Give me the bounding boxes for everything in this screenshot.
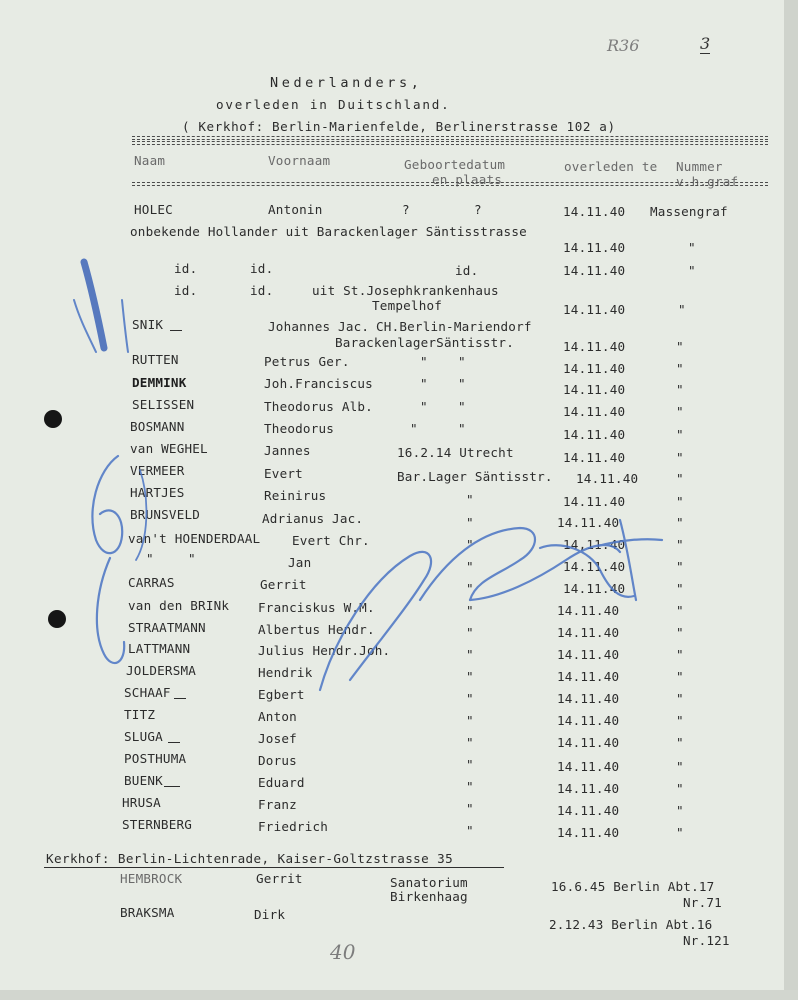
archive-mark: R36 bbox=[607, 36, 640, 55]
cell-geb: " bbox=[458, 354, 466, 369]
bottom-note: 40 bbox=[330, 940, 356, 964]
cell-voornaam: id. bbox=[250, 261, 274, 276]
cell-nr: " bbox=[676, 603, 684, 618]
cell-voornaam: Dorus bbox=[258, 753, 297, 768]
cell-naam: BOSMANN bbox=[130, 419, 185, 434]
cell-voornaam: Julius Hendr.Joh. bbox=[258, 643, 391, 658]
cell-nr: " bbox=[676, 339, 684, 354]
col-nummer: Nummer bbox=[676, 159, 723, 174]
cell-voornaam: Antonin bbox=[268, 202, 323, 217]
cell-geb: " bbox=[466, 691, 474, 706]
cell-nr: " bbox=[676, 559, 684, 574]
cell-nr: " bbox=[676, 691, 684, 706]
cell-datum: 14.11.40 bbox=[557, 781, 620, 796]
cell-nr: Nr.121 bbox=[683, 933, 730, 948]
cell-nr: " bbox=[676, 781, 684, 796]
cell-voornaam: Dirk bbox=[254, 907, 286, 922]
col-naam: Naam bbox=[134, 153, 166, 168]
cell-voornaam: Reinirus bbox=[264, 488, 327, 503]
cell-geb: " bbox=[466, 713, 474, 728]
cell-info: 2.12.43 Berlin Abt.16 bbox=[549, 917, 713, 932]
cell-geb: " bbox=[466, 559, 474, 574]
cell-naam: STERNBERG bbox=[122, 817, 193, 832]
cell-nr: " bbox=[676, 361, 684, 376]
cell-nr: " bbox=[676, 427, 684, 442]
cell-naam: LATTMANN bbox=[128, 641, 191, 656]
cell-voornaam: id. bbox=[250, 283, 274, 298]
cell-nr: " bbox=[676, 515, 684, 530]
cell-nr: " bbox=[676, 803, 684, 818]
cell-voornaam: Jan bbox=[288, 555, 312, 570]
cell-datum: 14.11.40 bbox=[563, 581, 626, 596]
page-title: Nederlanders, bbox=[270, 75, 423, 91]
col-voornaam: Voornaam bbox=[268, 153, 331, 168]
cell-nr: " bbox=[676, 471, 684, 486]
cell-datum: 14.11.40 bbox=[563, 263, 626, 278]
cell-datum: 14.11.40 bbox=[563, 404, 626, 419]
cell-nr: " bbox=[676, 735, 684, 750]
cell-voornaam: Franciskus W.M. bbox=[258, 600, 375, 615]
cell-geb: " bbox=[466, 801, 474, 816]
cell-datum: 14.11.40 bbox=[563, 204, 626, 219]
page-number: 3 bbox=[700, 34, 711, 53]
cell-nr: " bbox=[676, 669, 684, 684]
cell-naam: TITZ bbox=[124, 707, 156, 722]
cell-plaats: uit St.Josephkrankenhaus bbox=[312, 283, 499, 298]
cell-nr: " bbox=[676, 759, 684, 774]
cell-nr: " bbox=[676, 625, 684, 640]
cell-voornaam: Petrus Ger. bbox=[264, 354, 350, 369]
cell-voornaam: Evert Chr. bbox=[292, 533, 370, 548]
cell-nr: " bbox=[688, 263, 696, 278]
cell-naam: RUTTEN bbox=[132, 352, 179, 367]
cell-naam: id. bbox=[174, 261, 198, 276]
cell-datum: 14.11.40 bbox=[563, 240, 626, 255]
cell-plaats: CH.Berlin-Mariendorf bbox=[376, 319, 532, 334]
cell-datum: 14,11.40 bbox=[563, 537, 626, 552]
cell-geb: ? bbox=[474, 202, 482, 217]
cemetery-heading: ( Kerkhof: Berlin-Marienfelde, Berlinerstrasse 102 a) bbox=[182, 119, 616, 134]
cell-nr: " bbox=[676, 494, 684, 509]
cell-nr: " bbox=[676, 404, 684, 419]
cell-geb: " bbox=[410, 421, 418, 436]
cell-naam: SLUGA bbox=[124, 729, 163, 744]
cell-datum: 14.11.40 bbox=[557, 691, 620, 706]
cell-naam: BRUNSVELD bbox=[130, 507, 201, 522]
cell-datum: 14.11.40 bbox=[563, 361, 626, 376]
cell-nr: Massengraf bbox=[650, 204, 728, 219]
cell-datum: 14.11.40 bbox=[557, 735, 620, 750]
cell-naam: id. bbox=[174, 283, 198, 298]
cell-geb: " bbox=[466, 735, 474, 750]
cell-datum: 14.11.40 bbox=[563, 339, 626, 354]
cell-voornaam: Theodorus Alb. bbox=[264, 399, 373, 414]
cell-datum: 14.11.40 bbox=[557, 803, 620, 818]
cell-plaats: 16.2.14 Utrecht bbox=[397, 445, 514, 460]
cell-naam: BRAKSMA bbox=[120, 905, 175, 920]
cell-naam: DEMMINK bbox=[132, 375, 187, 390]
page-subtitle: overleden in Duitschland. bbox=[216, 97, 451, 112]
cell-voornaam: Johannes Jac. bbox=[268, 319, 370, 334]
cell-voornaam: Eduard bbox=[258, 775, 305, 790]
cell-voornaam: Joh.Franciscus bbox=[264, 376, 373, 391]
cell-datum: 14.11.40 bbox=[557, 625, 620, 640]
cell-plaats: Sanatorium bbox=[390, 875, 468, 890]
cell-nr: " bbox=[676, 450, 684, 465]
cell-geb: " bbox=[420, 354, 428, 369]
cell-geb: " bbox=[466, 647, 474, 662]
cell-geb: " bbox=[420, 399, 428, 414]
cell-nr: " bbox=[676, 581, 684, 596]
cell-datum: 14.11.40 bbox=[563, 302, 626, 317]
cell-naam: van WEGHEL bbox=[130, 441, 208, 456]
cell-geb: " bbox=[420, 376, 428, 391]
cell-geb: " bbox=[466, 515, 474, 530]
cell-plaats: id. bbox=[455, 263, 479, 278]
cell-voornaam: Hendrik bbox=[258, 665, 313, 680]
col-overleden: overleden te bbox=[564, 159, 658, 174]
cell-geb: " bbox=[458, 421, 466, 436]
cell-geb: " bbox=[466, 779, 474, 794]
cell-naam: SNIK bbox=[132, 317, 164, 332]
cell-datum: 14.11.40 bbox=[557, 759, 620, 774]
cell-naam: HEMBROCK bbox=[120, 871, 183, 886]
cell-naam: SELISSEN bbox=[132, 397, 195, 412]
cell-naam: " bbox=[188, 551, 196, 566]
cell-geb: ? bbox=[402, 202, 410, 217]
cell-nr: Nr.71 bbox=[683, 895, 722, 910]
cell-datum: 14.11.40 bbox=[563, 427, 626, 442]
col-plaats: en plaats bbox=[432, 172, 503, 187]
cell-plaats: BarackenlagerSäntisstr. bbox=[335, 335, 514, 350]
cell-nr: " bbox=[676, 382, 684, 397]
cell-datum: 14.11.40 bbox=[557, 713, 620, 728]
cell-datum: 14.11.40 bbox=[557, 515, 620, 530]
cell-geb: " bbox=[466, 537, 474, 552]
cell-naam: CARRAS bbox=[128, 575, 175, 590]
cell-geb: " bbox=[458, 376, 466, 391]
cell-naam: van't HOENDERDAAL bbox=[128, 531, 261, 546]
cell-datum: 14.11.40 bbox=[576, 471, 639, 486]
cell-geb: " bbox=[466, 757, 474, 772]
cell-voornaam: Evert bbox=[264, 466, 303, 481]
cell-datum: 14.11.40 bbox=[563, 559, 626, 574]
cell-naam: VERMEER bbox=[130, 463, 185, 478]
cell-naam: HARTJES bbox=[130, 485, 185, 500]
cell-nr: " bbox=[676, 713, 684, 728]
cell-datum: 14.11.40 bbox=[563, 450, 626, 465]
cell-naam: HOLEC bbox=[134, 202, 173, 217]
cell-geb: " bbox=[466, 625, 474, 640]
cell-plaats: Bar.Lager Säntisstr. bbox=[397, 469, 553, 484]
cell-naam: SCHAAF bbox=[124, 685, 171, 700]
col-geboorte: Geboortedatum bbox=[404, 157, 506, 172]
cell-datum: 14.11.40 bbox=[563, 494, 626, 509]
cell-naam: JOLDERSMA bbox=[126, 663, 197, 678]
cell-nr: " bbox=[678, 302, 686, 317]
cell-voornaam: Friedrich bbox=[258, 819, 329, 834]
cell-voornaam: Josef bbox=[258, 731, 297, 746]
cell-naam: HRUSA bbox=[122, 795, 161, 810]
cell-datum: 14.11.40 bbox=[557, 825, 620, 840]
cell-voornaam: Jannes bbox=[264, 443, 311, 458]
cell-plaats: Tempelhof bbox=[372, 298, 443, 313]
cell-voornaam: Gerrit bbox=[256, 871, 303, 886]
cell-plaats: Birkenhaag bbox=[390, 889, 468, 904]
cell-voornaam: Theodorus bbox=[264, 421, 335, 436]
cell-geb: " bbox=[466, 581, 474, 596]
cell-geb: " bbox=[466, 603, 474, 618]
cemetery2-heading: Kerkhof: Berlin-Lichtenrade, Kaiser-Goltzstrasse 35 bbox=[46, 851, 454, 866]
cell-nr: " bbox=[676, 537, 684, 552]
cell-naam: BUENK bbox=[124, 773, 163, 788]
cell-geb: " bbox=[466, 823, 474, 838]
cell-info: 16.6.45 Berlin Abt.17 bbox=[551, 879, 715, 894]
cell-nr: " bbox=[676, 825, 684, 840]
cell-voornaam: Adrianus Jac. bbox=[262, 511, 364, 526]
cell-voornaam: Gerrit bbox=[260, 577, 307, 592]
cell-nr: " bbox=[688, 240, 696, 255]
cell-naam: STRAATMANN bbox=[128, 620, 206, 635]
col-graf: v.h.graf bbox=[676, 174, 739, 189]
cell-nr: " bbox=[676, 647, 684, 662]
cell-naam: POSTHUMA bbox=[124, 751, 187, 766]
cell-datum: 14.11.40 bbox=[557, 647, 620, 662]
cell-naam: " bbox=[146, 551, 154, 566]
cell-geb: " bbox=[466, 669, 474, 684]
cell-naam: van den BRINk bbox=[128, 598, 230, 613]
cell-voornaam: Franz bbox=[258, 797, 297, 812]
cell-text: onbekende Hollander uit Barackenlager Säntisstrasse bbox=[130, 224, 527, 239]
cell-voornaam: Anton bbox=[258, 709, 297, 724]
cell-datum: 14.11.40 bbox=[557, 603, 620, 618]
cell-datum: 14.11.40 bbox=[557, 669, 620, 684]
cell-voornaam: Egbert bbox=[258, 687, 305, 702]
cell-datum: 14.11.40 bbox=[563, 382, 626, 397]
cell-voornaam: Albertus Hendr. bbox=[258, 622, 375, 637]
cell-geb: " bbox=[458, 399, 466, 414]
cell-geb: " bbox=[466, 492, 474, 507]
